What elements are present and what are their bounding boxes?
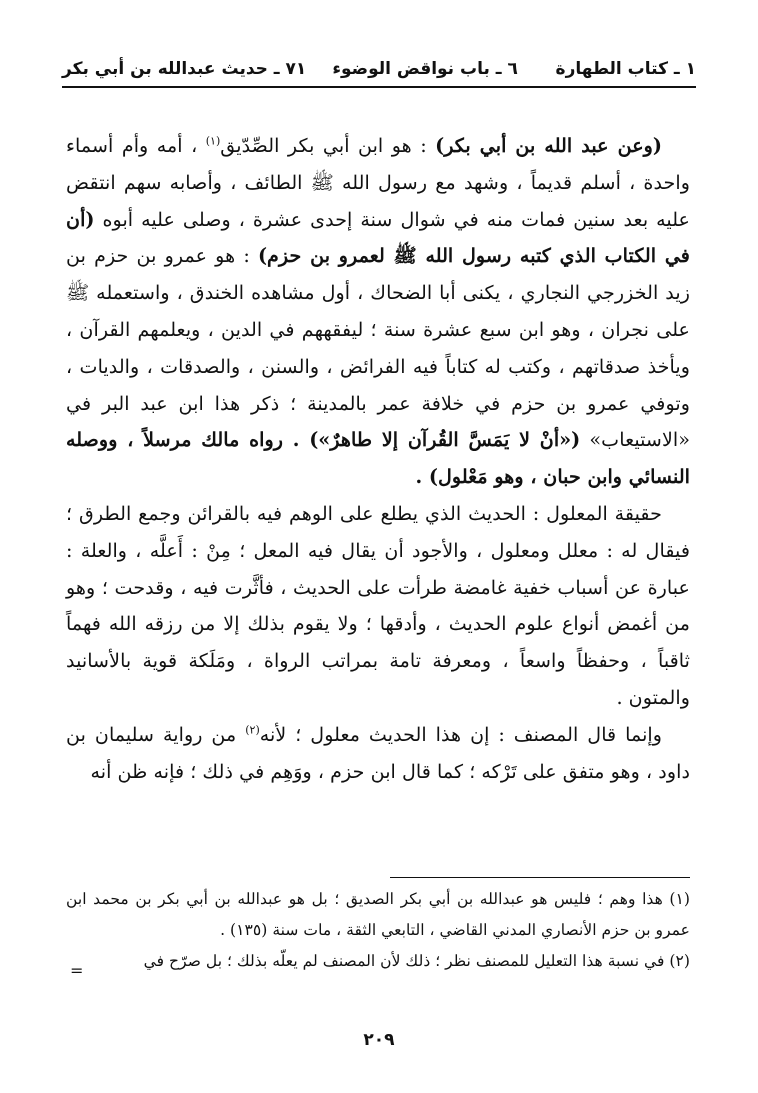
- header-book-title: ١ ـ كتاب الطهارة: [555, 59, 696, 79]
- main-text: [66, 128, 690, 790]
- header-hadith-title: ٧١ ـ حديث عبدالله بن أبي بكر: [62, 59, 307, 79]
- header-chapter-title: ٦ ـ باب نواقض الوضوء: [332, 59, 518, 79]
- paragraph-3: [66, 717, 690, 791]
- paragraph-2: حقيقة المعلول : الحديث الذي يطلع على الوهم فيه بالقرائن وجمع الطرق ؛ فيقال له : معلل ومعلول ، والأجود أن يقال فيه المعل ؛ مِنْ : أَعلَّه ، والعلة : عبارة عن أسباب خفية غامضة طرأت على الحديث ، فأثَّرت فيه ، وقدحت ؛ وهو من أغمض أنواع علوم الحديث ، وأدقها ؛ ولا يقوم بذلك إلا من رزقه الله فهماً ثاقباً ، وحفظاً واسعاً ، ومعرفة تامة بمراتب الرواة ، ومَلَكة قوية بالأسانيد والمتون .: [66, 501, 690, 709]
- commentary-text: من رواية سليمان بن داود ، وهو متفق على تَرْكه ؛ كما قال ابن حزم ، ووَهِم في ذلك ؛ فإنه ظن أنه: [66, 722, 690, 783]
- quoted-text: («أنْ لا يَمَسَّ القُرآن إلا طاهرٌ») . رواه مالك مرسلاً ، ووصله النسائي وابن حبان ، وهو مَعْلول) .: [66, 428, 690, 489]
- paragraph-1: [66, 128, 690, 496]
- commentary-text: : هو عمرو بن حزم بن زيد الخزرجي النجاري ، يكنى أبا الضحاك ، أول مشاهده الخندق ، واستعمله ﷺ على نجران ، وهو ابن سبع عشرة سنة ؛ ليفقههم في الدين ، ويعلمهم القرآن ، ويأخذ صدقاتهم ، وكتب له كتاباً فيه الفرائض ، والسنن ، والصدقات ، والديات ، وتوفي عمرو بن حزم في خلافة عمر بالمدينة ؛ ذكر هذا ابن عبد البر في «الاستيعاب»: [66, 244, 690, 452]
- header-section-group: [62, 59, 518, 79]
- footnote-2: (٢) في نسبة هذا التعليل للمصنف نظر ؛ ذلك لأن المصنف لم يعلّه بذلك ؛ بل صرّح في: [143, 952, 690, 970]
- commentary-text: : هو ابن أبي بكر الصِّدّيق: [220, 134, 436, 157]
- page-number: ٢٠٩: [363, 1030, 395, 1050]
- footnote-continuation-mark: =: [70, 961, 84, 980]
- quoted-text: (أن في الكتاب الذي كتبه رسول الله ﷺ لعمرو بن حزم): [66, 207, 690, 268]
- footnote-ref-1: (١): [205, 134, 221, 148]
- footnote-ref-2: (٢): [245, 723, 260, 737]
- commentary-text: وإنما قال المصنف : إن هذا الحديث معلول ؛ لأنه: [259, 722, 663, 746]
- footnote-separator: [390, 877, 690, 878]
- footnotes: [66, 884, 690, 977]
- quoted-text: (وعن عبد الله بن أبي بكر): [435, 134, 662, 157]
- footnote-1: (١) هذا وهم ؛ فليس هو عبدالله بن أبي بكر الصديق ؛ بل هو عبدالله بن أبي بكر بن محمد ابن عمرو بن حزم الأنصاري المدني القاضي ، التابعي الثقة ، مات سنة (١٣٥) .: [66, 890, 690, 939]
- commentary-text: ، أمه وأم أسماء واحدة ، أسلم قديماً ، وشهد مع رسول الله ﷺ الطائف ، وأصابه سهم انتقض عليه بعد سنين فمات منه في شوال سنة إحدى عشرة ، وصلى عليه أبوه: [66, 134, 690, 231]
- running-header: [62, 52, 696, 88]
